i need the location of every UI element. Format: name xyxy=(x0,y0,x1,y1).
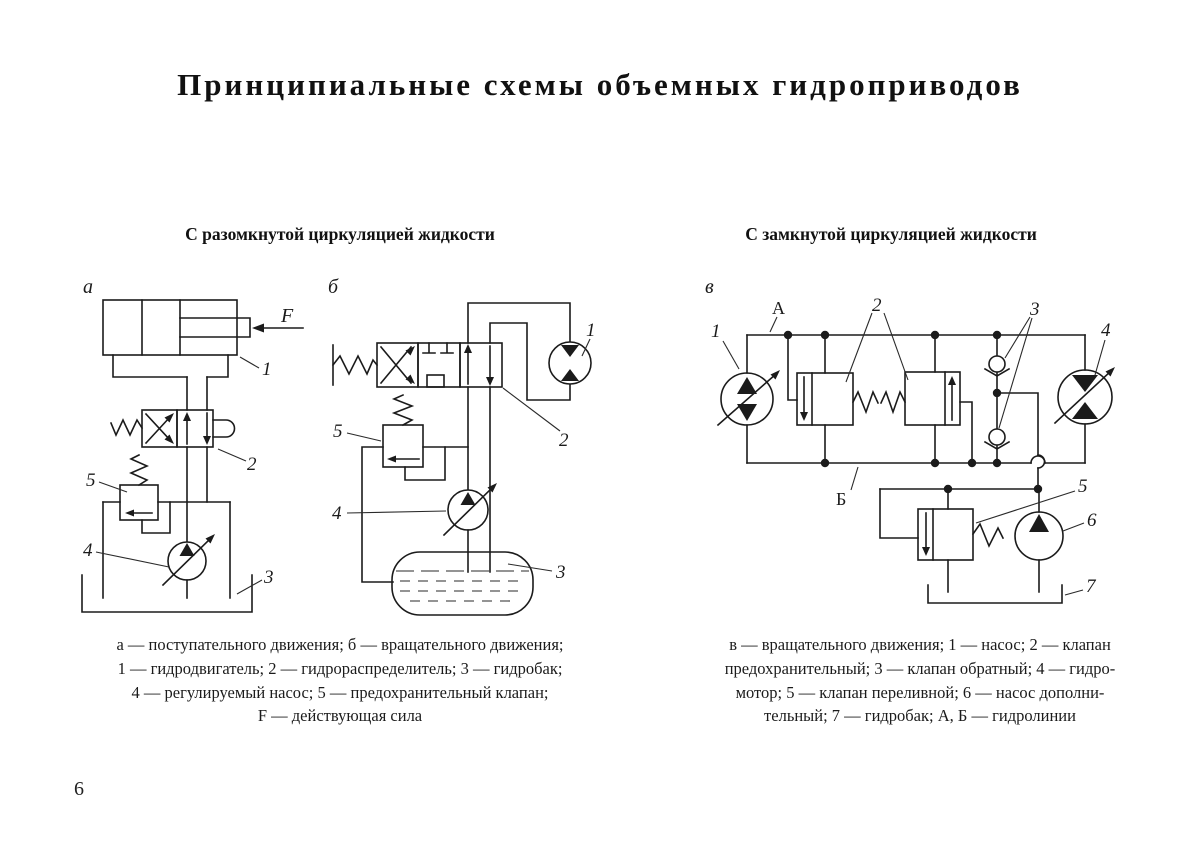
heading-closed-circulation: С замкнутой циркуляцией жидкости xyxy=(745,224,1037,244)
callout-a-1: 1 xyxy=(262,359,272,380)
callout-b-4: 4 xyxy=(332,503,342,524)
relief-b-spring xyxy=(394,395,412,425)
relief-a-spring xyxy=(131,455,147,485)
relief-valve-a xyxy=(120,455,170,533)
callout-a-2: 2 xyxy=(247,454,257,475)
callout-v-7: 7 xyxy=(1086,576,1096,597)
pump-v-main xyxy=(718,335,780,463)
diagram-a-label: а xyxy=(83,276,93,298)
callout-v-3: 3 xyxy=(1030,299,1040,320)
overflow-valve-spring xyxy=(973,524,1003,546)
tank-b xyxy=(392,552,533,615)
pump-v-aux xyxy=(1015,489,1063,592)
directional-valve-a xyxy=(111,410,235,447)
caption-line: тельный; 7 — гидробак; А, Б — гидролинии xyxy=(764,706,1076,726)
callout-b-2: 2 xyxy=(559,430,569,451)
pump-a xyxy=(163,534,215,598)
relief-valve-v-right xyxy=(881,335,972,463)
diagram-b xyxy=(328,276,596,615)
line-b-label: Б xyxy=(836,489,847,509)
relief-v-right-spring xyxy=(881,392,905,412)
callout-v-5: 5 xyxy=(1078,476,1088,497)
callout-a-4: 4 xyxy=(83,540,93,561)
callout-v-2: 2 xyxy=(872,295,882,316)
valve-a-spring xyxy=(111,420,142,435)
caption-line: F — действующая сила xyxy=(257,706,423,726)
caption-line: 4 — регулируемый насос; 5 — предохранительный клапан; xyxy=(131,682,549,702)
callout-b-1: 1 xyxy=(586,320,596,341)
line-a-label: А xyxy=(772,298,785,318)
diagram-v-label: в xyxy=(705,276,714,298)
force-arrow xyxy=(252,305,303,333)
caption-open-circuit xyxy=(80,633,600,728)
callout-b-3: 3 xyxy=(556,562,566,583)
diagram-a xyxy=(82,276,303,612)
page-title: Принципиальные схемы объемных гидроприводов xyxy=(177,67,1023,102)
check-valves xyxy=(985,335,1045,489)
force-label: F xyxy=(281,305,294,327)
directional-valve-b xyxy=(333,343,502,387)
callout-a-3: 3 xyxy=(264,567,274,588)
relief-valve-v-left xyxy=(788,335,878,463)
caption-line: предохранительный; 3 — клапан обратный; 4 — гидро- xyxy=(724,658,1116,678)
diagram-b-label: б xyxy=(328,276,339,298)
diagram-v xyxy=(705,276,1115,603)
valve-b-spring xyxy=(333,356,377,374)
overflow-valve-v xyxy=(880,489,1003,592)
caption-line: 1 — гидродвигатель; 2 — гидрораспределитель; 3 — гидробак; xyxy=(117,658,563,678)
caption-closed-circuit xyxy=(660,633,1180,728)
cylinder-bracket xyxy=(113,355,228,410)
relief-valve-b xyxy=(362,395,468,582)
heading-open-circulation: С разомкнутой циркуляцией жидкости xyxy=(185,224,495,244)
callout-v-1: 1 xyxy=(711,321,721,342)
valve-a-pushbutton xyxy=(213,420,235,437)
caption-line: мотор; 5 — клапан переливной; 6 — насос дополни- xyxy=(735,682,1105,702)
callout-v-4: 4 xyxy=(1101,320,1111,341)
pump-b xyxy=(444,483,497,572)
caption-line: в — вращательного движения; 1 — насос; 2 — клапан xyxy=(729,635,1111,654)
relief-v-left-spring xyxy=(853,392,878,412)
motor-b xyxy=(549,342,591,384)
page-number: 6 xyxy=(74,778,84,800)
callout-v-6: 6 xyxy=(1087,510,1097,531)
callout-b-5: 5 xyxy=(333,421,343,442)
callout-a-5: 5 xyxy=(86,470,96,491)
caption-line: а — поступательного движения; б — вращательного движения; xyxy=(116,635,564,654)
cylinder-a xyxy=(103,300,250,355)
motor-v xyxy=(1055,335,1115,463)
